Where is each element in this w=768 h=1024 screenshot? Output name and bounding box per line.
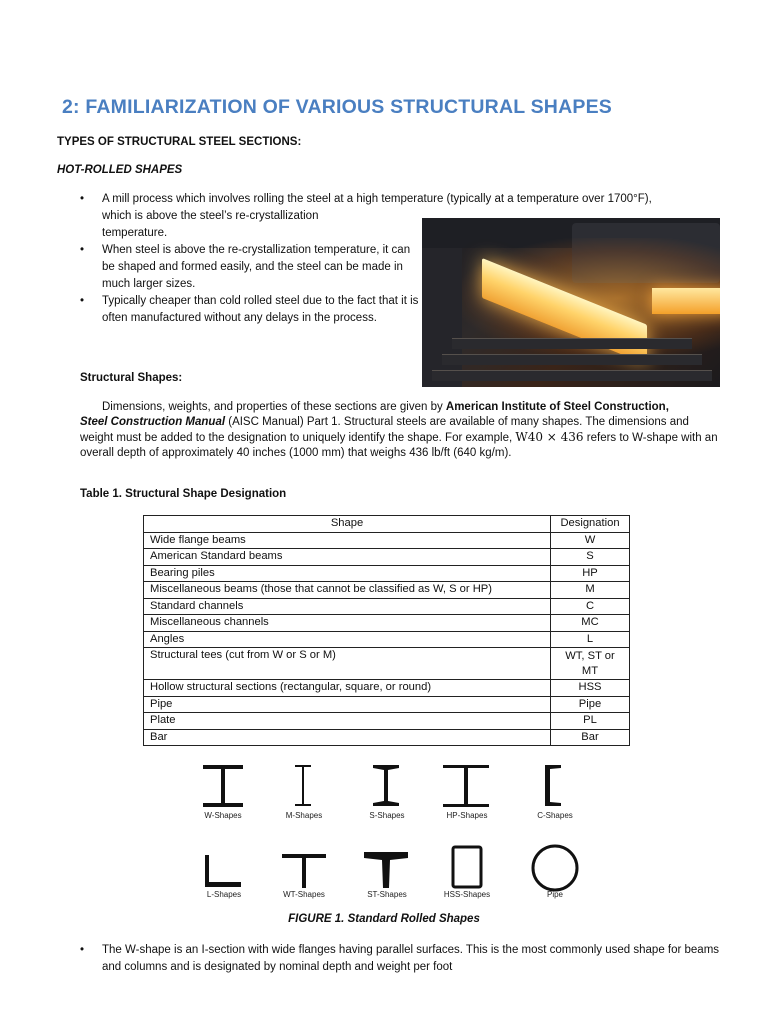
hp-shape-icon	[443, 765, 489, 807]
figure-label: L-Shapes	[206, 890, 242, 899]
wt-shape-icon	[282, 854, 326, 888]
hot-rolled-heading: HOT-ROLLED SHAPES	[57, 164, 183, 176]
table-row: Pipe Pipe	[144, 696, 630, 713]
bullet-icon: •	[80, 244, 85, 256]
figure-label: HSS-Shapes	[443, 890, 491, 899]
m-shape-icon	[295, 765, 311, 806]
section-heading: 2: FAMILIARIZATION OF VARIOUS STRUCTURAL SHAPES	[62, 96, 612, 118]
figure-label: Pipe	[546, 890, 563, 899]
table-row: Angles L	[144, 631, 630, 648]
s-shape-icon	[373, 765, 399, 806]
table-row: Bar Bar	[144, 729, 630, 746]
bullet-text: The W-shape is an I-section with wide flanges having parallel surfaces. This is the most commonly used shape for beams and columns and is designated by nominal depth and weight per foot	[102, 944, 720, 973]
figure-label: HP-Shapes	[446, 811, 488, 820]
table-row: Miscellaneous channels MC	[144, 615, 630, 632]
table-row: Hollow structural sections (rectangular, square, or round) HSS	[144, 680, 630, 697]
bullet-text: When steel is above the re-crystallization temperature, it can be shaped and formed easily, and the steel can be made in much larger sizes.	[102, 244, 411, 290]
w-shape-icon	[203, 765, 243, 807]
designation-paragraph: Dimensions, weights, and properties of these sections are given by American Institute of Steel Construction, Steel Construction Manual (AISC Manual) Part 1. Structural steels are available of many shapes. The dimensions and weight must be added to the designation to uniquely identify the shape. For example, W40 × 436 refers to W-shape with an overall depth of approximately 40 inches (1000 mm) that weighs 436 lb/ft (640 kg/m).	[80, 401, 718, 459]
pipe-shape-icon	[533, 846, 577, 890]
bullet-text-line2: which is above the steel’s re-crystallization	[102, 210, 319, 222]
table-header: Designation	[551, 516, 630, 533]
bullet-icon: •	[80, 193, 85, 205]
types-heading: TYPES OF STRUCTURAL STEEL SECTIONS:	[57, 136, 302, 148]
bullet-text: Typically cheaper than cold rolled steel due to the fact that it is often manufactured without any delays in the process.	[102, 295, 419, 324]
bullet-icon: •	[80, 295, 85, 307]
table-row: Structural tees (cut from W or S or M) WT, ST or MT	[144, 648, 630, 680]
table-header-row	[144, 516, 630, 533]
structural-shapes-heading: Structural Shapes:	[80, 372, 183, 384]
figure-label: WT-Shapes	[283, 890, 325, 899]
table-row: Wide flange beams W	[144, 532, 630, 549]
table-row: Bearing piles HP	[144, 565, 630, 582]
table-caption: Table 1. Structural Shape Designation	[80, 488, 287, 500]
l-shape-icon	[205, 855, 241, 887]
bullet-text-line1: A mill process which involves rolling the steel at a high temperature (typically at a temperature over 1700°F),	[102, 193, 652, 205]
shape-designation-table	[143, 515, 630, 746]
table-row: Miscellaneous beams (those that cannot be classified as W, S or HP) M	[144, 582, 630, 599]
bullet-icon: •	[80, 944, 85, 956]
st-shape-icon	[364, 852, 408, 888]
c-shape-icon	[545, 765, 561, 806]
figure-label: W-Shapes	[204, 811, 242, 820]
hot-rolled-steel-photo	[422, 218, 720, 387]
hss-shape-icon	[453, 847, 481, 887]
figure-caption: FIGURE 1. Standard Rolled Shapes	[288, 913, 480, 925]
table-row: Standard channels C	[144, 598, 630, 615]
figure-label: C-Shapes	[537, 811, 573, 820]
table-row: American Standard beams S	[144, 549, 630, 566]
table-row: Plate PL	[144, 713, 630, 730]
standard-rolled-shapes-figure	[190, 760, 590, 905]
table-header: Shape	[144, 516, 551, 533]
figure-label: S-Shapes	[369, 811, 405, 820]
figure-label: ST-Shapes	[367, 890, 407, 899]
bullet-text-line3: temperature.	[102, 227, 168, 239]
figure-label: M-Shapes	[285, 811, 323, 820]
